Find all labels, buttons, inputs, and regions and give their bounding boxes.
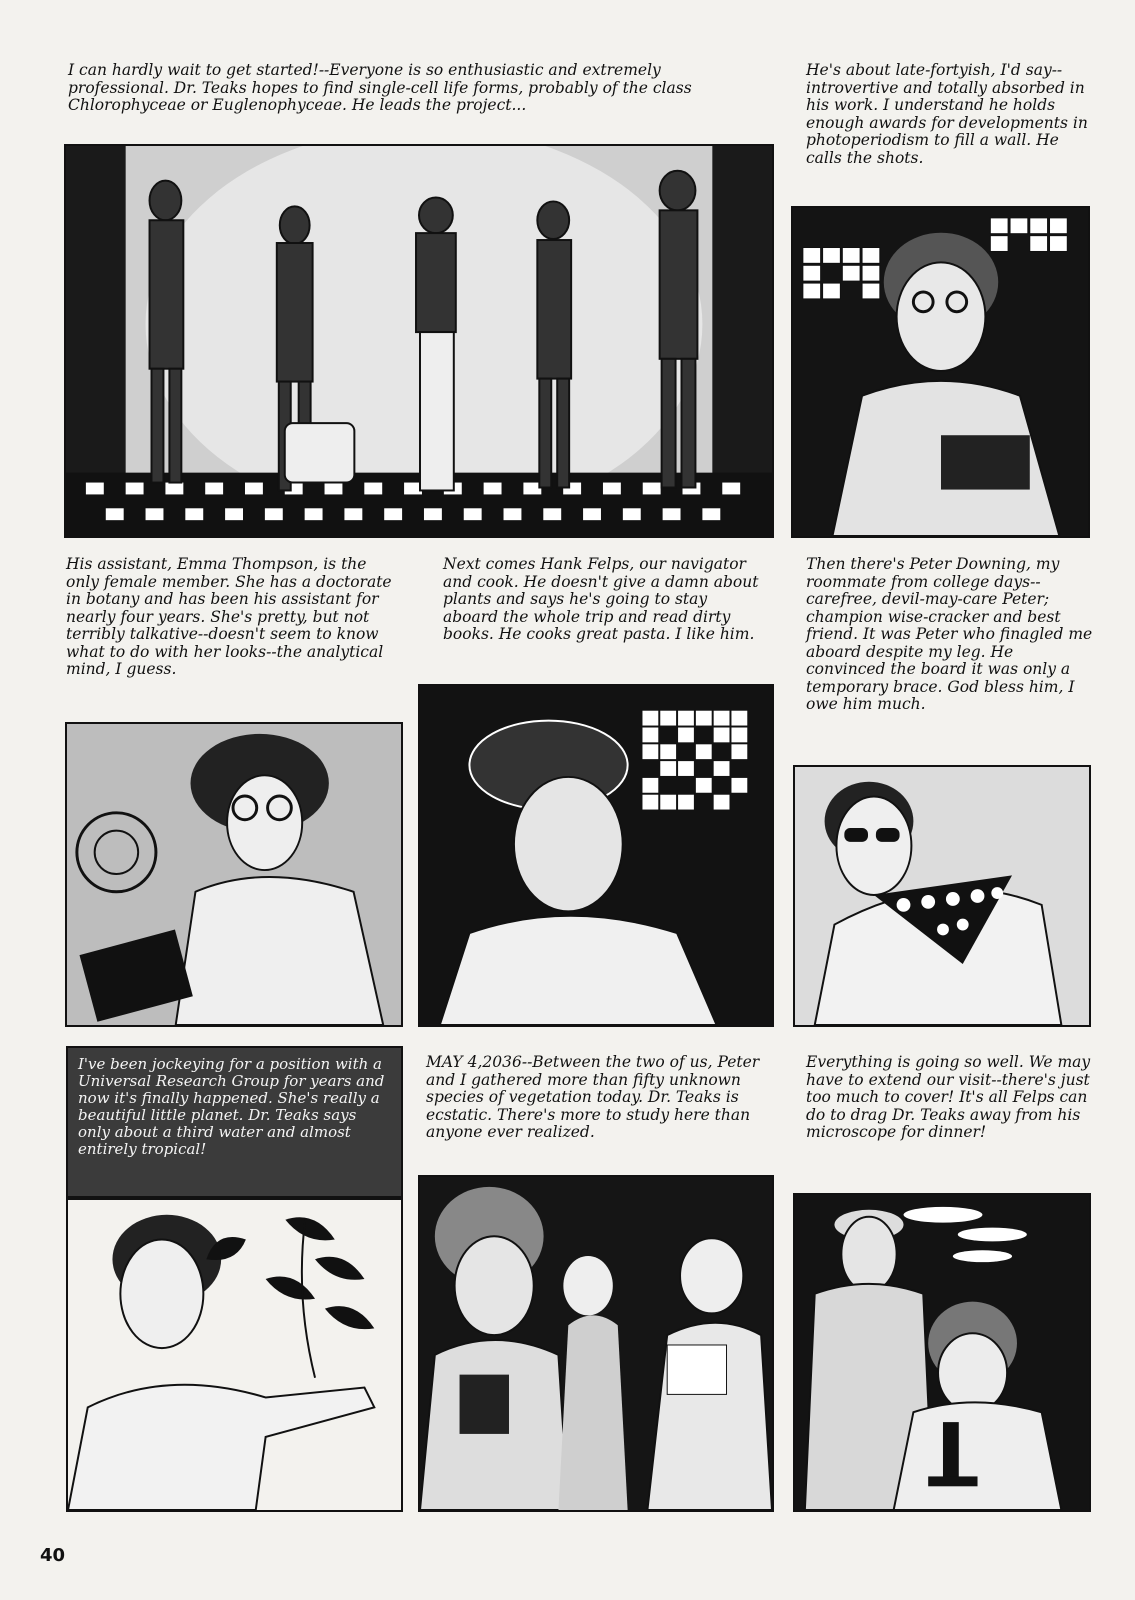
panel-dr-teaks xyxy=(791,206,1090,538)
panel-teaks-microscope xyxy=(793,1193,1091,1512)
emma-art xyxy=(67,724,401,1025)
vegetation-art xyxy=(420,1177,772,1510)
caption-box-planet: I've been jockeying for a position with a Universal Research Group for years and now it's finally happened. She's really a beautiful little planet. Dr. Teaks says only about a third water and almost entirely tropical! xyxy=(66,1046,403,1198)
caption-may-4-2036: MAY 4,2036--Between the two of us, Peter and I gathered more than fifty unknown species of vegetation today. Dr. Teaks is ecstatic. There's more to study here than anyone ever realized. xyxy=(426,1053,760,1141)
dr-teaks-art xyxy=(793,208,1088,536)
narrator-art xyxy=(68,1200,401,1510)
panel-gathering-vegetation xyxy=(418,1175,774,1512)
caption-going-well: Everything is going so well. We may have to extend our visit--there's just too much to cover! It's all Felps can do to drag Dr. Teaks away from his microscope for dinner! xyxy=(806,1053,1091,1141)
page-number: 40 xyxy=(40,1545,66,1566)
caption-peter: Then there's Peter Downing, my roommate from college days--carefree, devil-may-care Peter; champion wise-cracker and best friend. It was Peter who finagled me aboard despite my leg. He convinced the board it was only a temporary brace. God bless him, I owe him much. xyxy=(806,555,1093,713)
panel-crew-viewscreen xyxy=(64,144,774,538)
caption-intro: I can hardly wait to get started!--Everyone is so enthusiastic and extremely professional. Dr. Teaks hopes to find single-cell life forms, probably of the class Chlorophyceae or Euglenophyceae. He leads the project... xyxy=(68,61,692,114)
panel-narrator-plant xyxy=(66,1198,403,1512)
peter-art xyxy=(795,767,1089,1025)
panel-hank-felps xyxy=(418,684,774,1027)
hank-art xyxy=(420,686,772,1025)
caption-hank: Next comes Hank Felps, our navigator and cook. He doesn't give a damn about plants and says he's going to stay aboard the whole trip and read dirty books. He cooks great pasta. I like him. xyxy=(443,555,759,643)
crew-viewscreen-art xyxy=(66,146,772,536)
microscope-art xyxy=(795,1195,1089,1510)
panel-peter-downing xyxy=(793,765,1091,1027)
caption-dr-teaks: He's about late-fortyish, I'd say--introvertive and totally absorbed in his work. I understand he holds enough awards for developments in photoperiodism to fill a wall. He calls the shots. xyxy=(806,61,1088,167)
panel-emma-thompson xyxy=(65,722,403,1027)
caption-emma: His assistant, Emma Thompson, is the only female member. She has a doctorate in botany and has been his assistant for nearly four years. She's pretty, but not terribly talkative--doesn't seem to know what to do with her looks--the analytical mind, I guess. xyxy=(66,555,392,678)
